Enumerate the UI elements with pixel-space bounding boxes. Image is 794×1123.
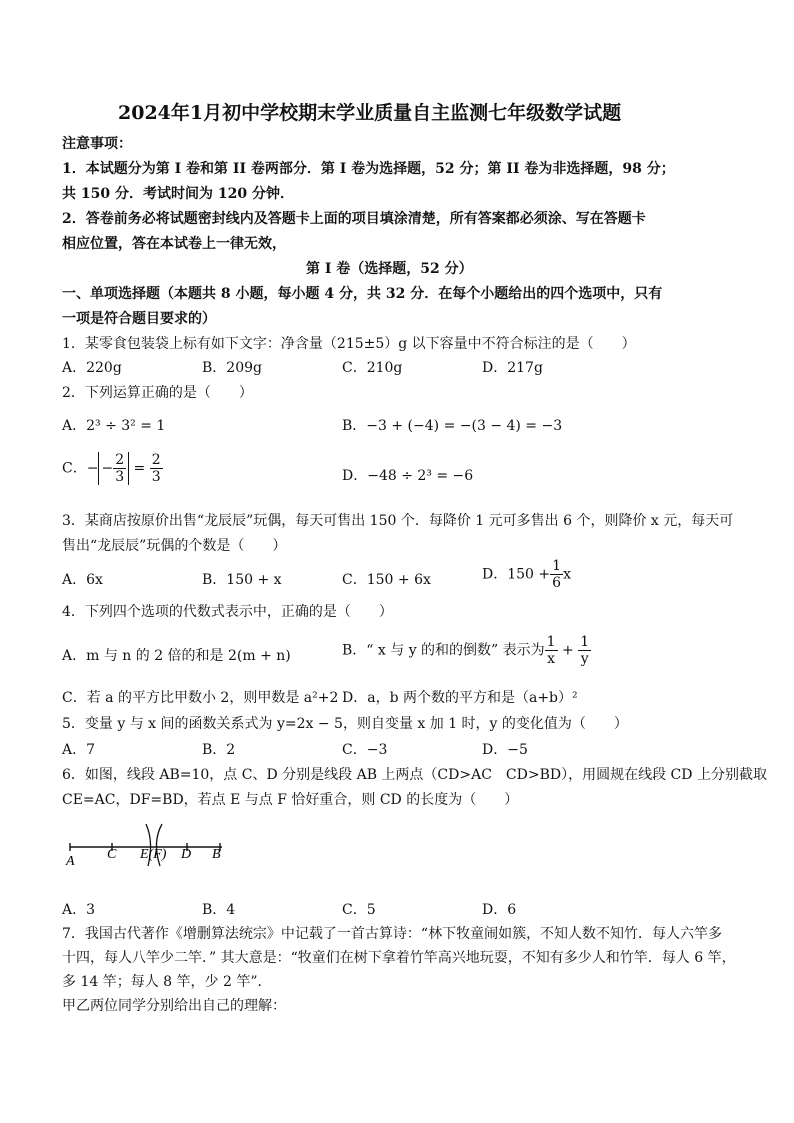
question-7-line-2: 十四，每人八竿少二竿．” 其大意是：“牧童们在树下拿着竹竿高兴地玩耍，不知有多少人和竹竿．每人 6 竿，: [62, 950, 736, 966]
label-d: D: [181, 847, 192, 862]
q5-option-c: C．−3: [342, 742, 388, 758]
question-4-stem: 4．下列四个选项的代数式表示中，正确的是（ ）: [62, 604, 393, 620]
q2-option-a: A．2³ ÷ 3² = 1: [62, 418, 166, 434]
q1-option-b: B．209g: [202, 360, 262, 376]
q6-option-d: D．6: [482, 902, 517, 918]
label-c: C: [107, 847, 117, 862]
question-3-line-2: 售出“龙辰辰”玩偶的个数是（ ）: [62, 538, 287, 554]
q5-option-b: B．2: [202, 742, 236, 758]
q3-option-d-tail: x: [563, 566, 571, 583]
q5-option-a: A．7: [62, 742, 96, 758]
label-a: A: [66, 854, 75, 869]
q2-option-c: C．− − $\frac{2}{3}$ = $\frac{2}{3}$: [62, 452, 161, 485]
note-1-line-1: 1．本试题分为第 I 卷和第 II 卷两部分．第 I 卷为选择题，52 分；第 II 卷为非选择题，98 分；: [62, 161, 675, 177]
q1-option-a: A．220g: [62, 360, 122, 376]
q6-option-a: A．3: [62, 902, 96, 918]
question-1-stem: 1．某零食包装袋上标有如下文字：净含量（215±5）g 以下容量中不符合标注的是（ ）: [62, 336, 636, 352]
q4-option-c: C．若 a 的平方比甲数小 2，则甲数是 a²+2: [62, 690, 339, 706]
segment-figure: [60, 820, 240, 870]
q2-c-abs: − $\frac{2}{3}$: [98, 452, 129, 485]
q2-option-c-label: C．: [62, 460, 87, 477]
note-1-line-2: 共 150 分．考试时间为 120 分钟．: [62, 186, 294, 202]
q2-option-b: B．−3 + (−4) = −(3 − 4) = −3: [342, 418, 563, 434]
q3-option-a: A．6x: [62, 572, 103, 588]
question-7-line-1: 7．我国古代著作《增删算法统宗》中记载了一首古算诗：“林下牧童闹如簇，不知人数不知竹．每人六竿多: [62, 926, 723, 942]
q4-option-b: B．“ x 与 y 的和的倒数” 表示为 $\frac{1}{x}$ + $\frac{1}{y}$: [342, 634, 590, 667]
q1-option-c: C．210g: [342, 360, 403, 376]
q3-option-c: C．150 + 6x: [342, 572, 431, 588]
part-1-heading: 第 I 卷（选择题，52 分）: [306, 261, 473, 277]
note-2-line-2: 相应位置，答在本试卷上一律无效，: [62, 236, 286, 252]
q6-option-c: C．5: [342, 902, 376, 918]
question-7-line-4: 甲乙两位同学分别给出自己的理解：: [62, 998, 286, 1014]
q4-option-b-label: B．“ x 与 y 的和的倒数” 表示为: [342, 642, 545, 659]
q1-option-d: D．217g: [482, 360, 543, 376]
question-6-line-2: CE=AC，DF=BD，若点 E 与点 F 恰好重合，则 CD 的长度为（ ）: [62, 792, 519, 808]
q5-option-d: D．−5: [482, 742, 528, 758]
question-3-line-1: 3．某商店按原价出售“龙辰辰”玩偶，每天可售出 150 个．每降价 1 元可多售出 6 个，则降价 x 元，每天可: [62, 513, 734, 529]
q3-option-d-label: D．150 +: [482, 566, 551, 583]
note-2-line-1: 2．答卷前务必将试题密封线内及答题卡上面的项目填涂清楚，所有答案都必须涂、写在答题卡: [62, 211, 646, 227]
q2-c-minus: −: [86, 460, 99, 477]
question-7-line-3: 多 14 竿；每人 8 竿，少 2 竿”．: [62, 974, 272, 990]
q4-option-d: D．a，b 两个数的平方和是（a+b）²: [342, 690, 578, 706]
question-5-stem: 5．变量 y 与 x 间的函数关系式为 y=2x − 5，则自变量 x 加 1 时，y 的变化值为（ ）: [62, 716, 628, 732]
notes-heading: 注意事项：: [62, 136, 132, 152]
section-1-line-2: 一项是符合题目要求的）: [62, 311, 216, 327]
q4-option-a: A．m 与 n 的 2 倍的和是 2(m + n): [62, 648, 291, 664]
section-1-line-1: 一、单项选择题（本题共 8 小题，每小题 4 分，共 32 分．在每个小题给出的四个选项中，只有: [62, 286, 663, 302]
label-b: B: [212, 847, 221, 862]
label-e-f: E(F): [140, 847, 167, 862]
question-6-line-1: 6．如图，线段 AB=10，点 C、D 分别是线段 AB 上两点（CD>AC CD>BD），用圆规在线段 CD 上分别截取: [62, 767, 767, 783]
question-2-stem: 2．下列运算正确的是（ ）: [62, 385, 253, 401]
q3-option-d: D．150 + $\frac{1}{6}$ x: [482, 558, 571, 591]
q3-option-b: B．150 + x: [202, 572, 282, 588]
page-title: 2024年1月初中学校期末学业质量自主监测七年级数学试题: [118, 102, 622, 124]
q6-option-b: B．4: [202, 902, 236, 918]
q2-option-d: D．−48 ÷ 2³ = −6: [342, 468, 474, 484]
